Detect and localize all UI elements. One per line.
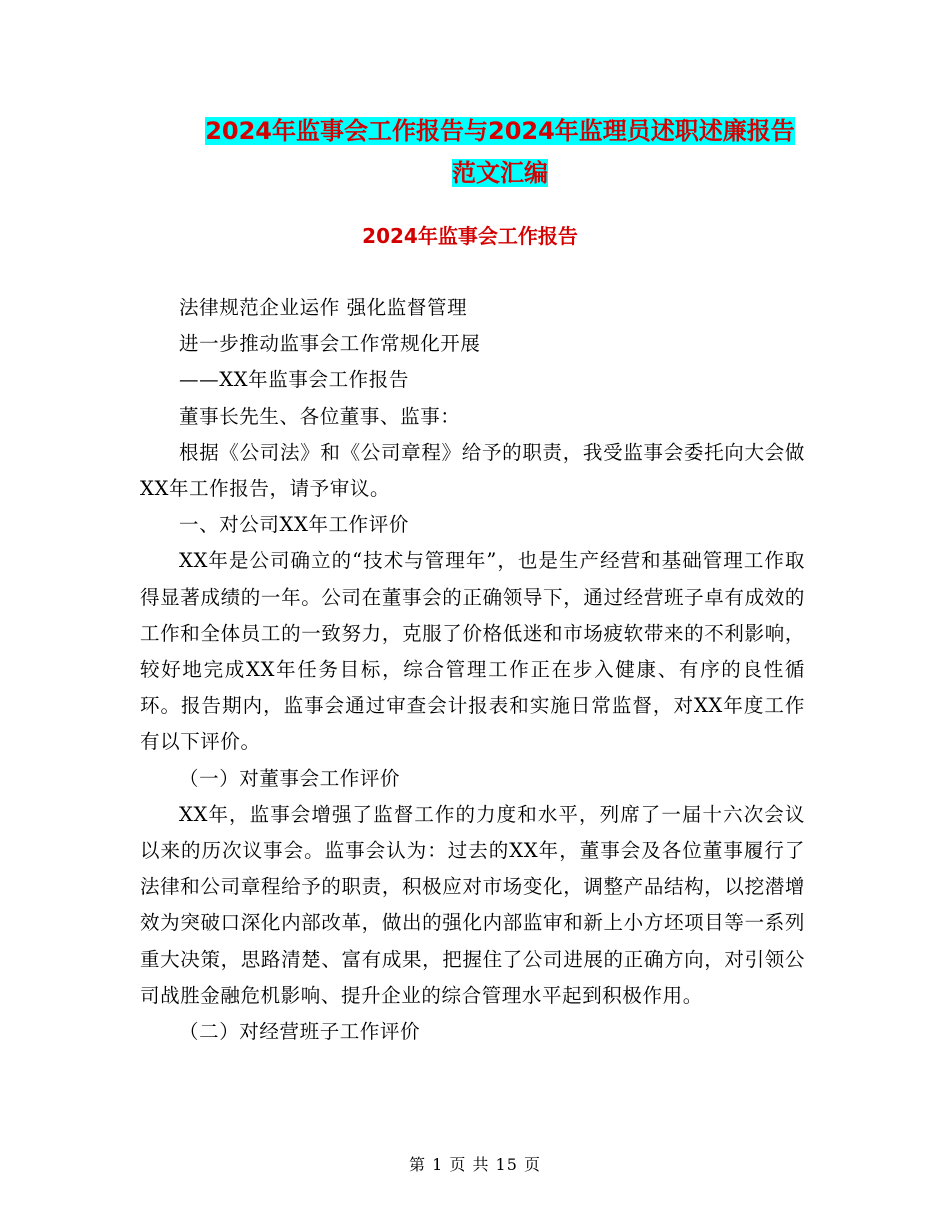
document-title-line-1: 2024年监事会工作报告与2024年监理员述职述廉报告	[205, 117, 795, 145]
paragraph: 进一步推动监事会工作常规化开展	[179, 332, 481, 356]
paragraph: 根据《公司法》和《公司章程》给予的职责，我受监事会委托向大会做XX年工作报告，请予审议。	[140, 440, 805, 501]
paragraph-heading: 一、对公司XX年工作评价	[179, 513, 409, 537]
document-title-line-2: 范文汇编	[452, 159, 548, 187]
paragraph-subheading: （二）对经营班子工作评价	[179, 1020, 421, 1044]
document-title	[140, 110, 860, 194]
section-title: 2024年监事会工作报告	[362, 224, 578, 248]
paragraph: ——XX年监事会工作报告	[179, 368, 409, 392]
paragraph: 董事长先生、各位董事、监事：	[179, 404, 461, 428]
document-body	[140, 290, 805, 1050]
page-footer: 第 1 页 共 15 页	[409, 1155, 541, 1174]
paragraph-subheading: （一）对董事会工作评价	[179, 766, 401, 790]
paragraph: 法律规范企业运作 强化监督管理	[179, 296, 468, 319]
paragraph: XX年是公司确立的“技术与管理年”，也是生产经营和基础管理工作取得显著成绩的一年。公司在董事会的正确领导下，通过经营班子卓有成效的工作和全体员工的一致努力，克服了价格低迷和市场疲软带来的不利影响，较好地完成XX年任务目标，综合管理工作正在步入健康、有序的良性循环。报告期内，监事会通过审查会计报表和实施日常监督，对XX年度工作有以下评价。	[140, 549, 805, 754]
paragraph: XX年，监事会增强了监督工作的力度和水平，列席了一届十六次会议以来的历次议事会。监事会认为：过去的XX年，董事会及各位董事履行了法律和公司章程给予的职责，积极应对市场变化，调整产品结构，以挖潜增效为突破口深化内部改革，做出的强化内部监审和新上小方坯项目等一系列重大决策，思路清楚、富有成果，把握住了公司进展的正确方向，对引领公司战胜金融危机影响、提升企业的综合管理水平起到积极作用。	[140, 802, 805, 1007]
